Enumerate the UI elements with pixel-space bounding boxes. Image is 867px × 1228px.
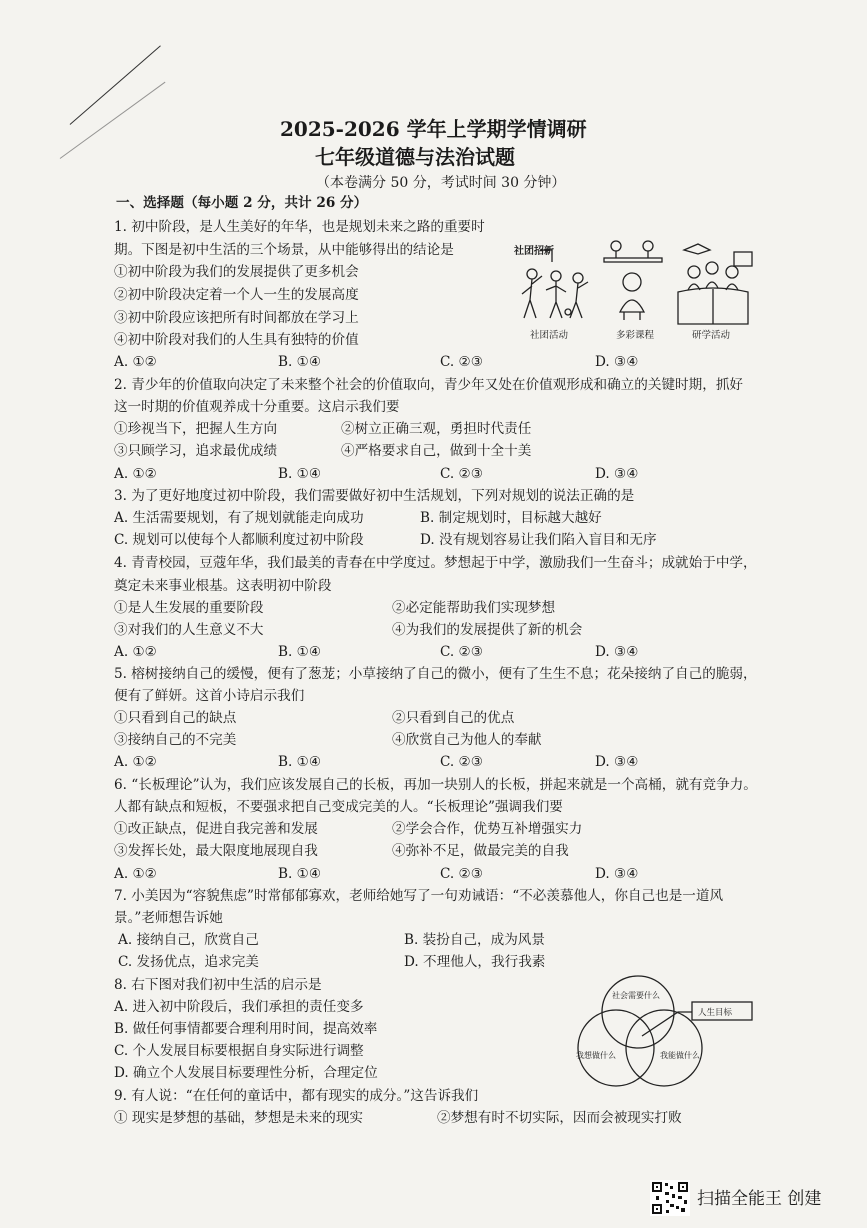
q1-stem-line2: 期。下图是初中生活的三个场景，从中能够得出的结论是 [114,242,454,258]
q6-statement-3: ③发挥长处，最大限度地展现自我 [114,843,318,859]
q3-option-a: A. 生活需要规划，有了规划就能走向成功 [114,510,364,526]
q8-option-c: C. 个人发展目标要根据自身实际进行调整 [114,1043,364,1059]
venn-label-can: 我能做什么 [660,1051,700,1060]
q4-option-d: D. ③④ [595,644,639,660]
q6-option-c: C. ②③ [440,866,483,882]
q2-option-b: B. ①④ [278,466,322,482]
exam-title-line2: 七年级道德与法治试题 [315,145,515,169]
q7-option-c: C. 发扬优点，追求完美 [118,954,259,970]
q1-figure-label-1: 社团活动 [530,330,569,341]
q6-option-b: B. ①④ [278,866,322,882]
q5-statement-4: ④欣赏自己为他人的奉献 [392,732,542,748]
q7-stem-line1: 7. 小美因为“容貌焦虑”时常郁郁寡欢，老师给她写了一句劝诫语：“不必羡慕他人，你自己也是一道风 [114,888,724,904]
section-heading: 一、选择题（每小题 2 分，共计 26 分） [116,195,368,211]
venn-callout-goal: 人生目标 [698,1008,733,1018]
q2-statement-4: ④严格要求自己，做到十全十美 [341,443,532,459]
q4-option-c: C. ②③ [440,644,483,660]
q1-statement-2: ②初中阶段决定着一个人一生的发展高度 [114,287,359,303]
q2-option-c: C. ②③ [440,466,483,482]
q3-option-c: C. 规划可以使每个人都顺利度过初中阶段 [114,532,364,548]
q4-statement-2: ②必定能帮助我们实现梦想 [392,600,556,616]
q1-figure-label-3: 研学活动 [692,330,731,341]
q1-statement-1: ①初中阶段为我们的发展提供了更多机会 [114,264,359,280]
exam-title-line1: 2025-2026 学年上学期学情调研 [280,117,587,141]
qr-code-icon [650,1180,690,1216]
q2-statement-3: ③只顾学习，追求最优成绩 [114,443,278,459]
q7-option-d: D. 不理他人，我行我素 [404,954,546,970]
q4-statement-3: ③对我们的人生意义不大 [114,622,264,638]
venn-circle-society [602,976,674,1048]
q1-statement-4: ④初中阶段对我们的人生具有独特的价值 [114,332,359,348]
exam-note: （本卷满分 50 分，考试时间 30 分钟） [316,175,566,191]
q3-option-d: D. 没有规划容易让我们陷入盲目和无序 [420,532,657,548]
q3-stem: 3. 为了更好地度过初中阶段，我们需要做好初中生活规划，下列对规划的说法正确的是 [114,488,635,504]
q1-option-a: A. ①② [114,354,157,370]
q2-stem-line2: 这一时期的价值观养成十分重要。这启示我们要 [114,399,400,415]
q1-figure-top-label: 社团招新 [514,246,554,257]
q5-stem-line1: 5. 榕树接纳自己的缓慢，便有了葱茏；小草接纳了自己的微小，便有了生生不息；花朵接纳了自己的脆弱， [114,666,757,682]
q8-option-d: D. 确立个人发展目标要理性分析，合理定位 [114,1065,378,1081]
q4-option-b: B. ①④ [278,644,322,660]
q4-stem-line2: 奠定未来事业根基。这表明初中阶段 [114,578,332,594]
q6-option-a: A. ①② [114,866,157,882]
q4-statement-4: ④为我们的发展提供了新的机会 [392,622,583,638]
q1-figure-label-2: 多彩课程 [616,330,655,341]
q6-statement-4: ④弥补不足，做最完美的自我 [392,843,569,859]
q9-statement-2: ②梦想有时不切实际，因而会被现实打败 [437,1110,682,1126]
q1-stem-line1: 1. 初中阶段，是人生美好的年华，也是规划未来之路的重要时 [114,219,485,235]
q7-stem-line2: 景。”老师想告诉她 [114,910,223,926]
q1-option-d: D. ③④ [595,354,639,370]
q9-stem: 9. 有人说：“在任何的童话中，都有现实的成分。”这告诉我们 [114,1088,479,1104]
q1-scene-illustration [512,232,756,344]
q2-option-d: D. ③④ [595,466,639,482]
q7-option-b: B. 装扮自己，成为风景 [404,932,545,948]
q2-statement-1: ①珍视当下，把握人生方向 [114,421,278,437]
q6-statement-1: ①改正缺点，促进自我完善和发展 [114,821,318,837]
q8-option-b: B. 做任何事情都要合理利用时间，提高效率 [114,1021,378,1037]
q6-statement-2: ②学会合作，优势互补增强实力 [392,821,583,837]
q2-option-a: A. ①② [114,466,157,482]
q2-statement-2: ②树立正确三观，勇担时代责任 [341,421,532,437]
q5-statement-2: ②只看到自己的优点 [392,710,515,726]
q6-option-d: D. ③④ [595,866,639,882]
q8-option-a: A. 进入初中阶段后，我们承担的责任变多 [114,999,364,1015]
scanner-watermark: 扫描全能王 创建 [697,1189,822,1209]
q6-stem-line2: 人都有缺点和短板，不要强求把自己变成完美的人。“长板理论”强调我们要 [114,799,563,815]
q5-stem-line2: 便有了鲜妍。这首小诗启示我们 [114,688,305,704]
venn-label-want: 我想做什么 [576,1051,616,1060]
q1-statement-3: ③初中阶段应该把所有时间都放在学习上 [114,310,359,326]
q2-stem-line1: 2. 青少年的价值取向决定了未来整个社会的价值取向，青少年又处在价值观形成和确立的关键时期，抓好 [114,377,744,393]
q5-option-a: A. ①② [114,754,157,770]
q4-stem-line1: 4. 青青校园，豆蔻年华，我们最美的青春在中学度过。梦想起于中学，激励我们一生奋斗；成就始于中学， [114,555,757,571]
pencil-stroke [70,45,161,125]
q1-option-b: B. ①④ [278,354,322,370]
q6-stem-line1: 6. “长板理论”认为，我们应该发展自己的长板，再加一块别人的长板，拼起来就是一个高桶，就有竞争力。 [114,777,757,793]
q4-option-a: A. ①② [114,644,157,660]
q4-statement-1: ①是人生发展的重要阶段 [114,600,264,616]
venn-label-society: 社会需要什么 [612,991,660,1000]
q3-option-b: B. 制定规划时，目标越大越好 [420,510,602,526]
q5-statement-3: ③接纳自己的不完美 [114,732,237,748]
q8-venn-diagram [560,972,760,1090]
q5-option-c: C. ②③ [440,754,483,770]
q1-option-c: C. ②③ [440,354,483,370]
q5-option-d: D. ③④ [595,754,639,770]
q7-option-a: A. 接纳自己，欣赏自己 [118,932,259,948]
q8-stem: 8. 右下图对我们初中生活的启示是 [114,977,322,993]
q5-option-b: B. ①④ [278,754,322,770]
q9-statement-1: ① 现实是梦想的基础，梦想是未来的现实 [114,1110,364,1126]
q5-statement-1: ①只看到自己的缺点 [114,710,237,726]
